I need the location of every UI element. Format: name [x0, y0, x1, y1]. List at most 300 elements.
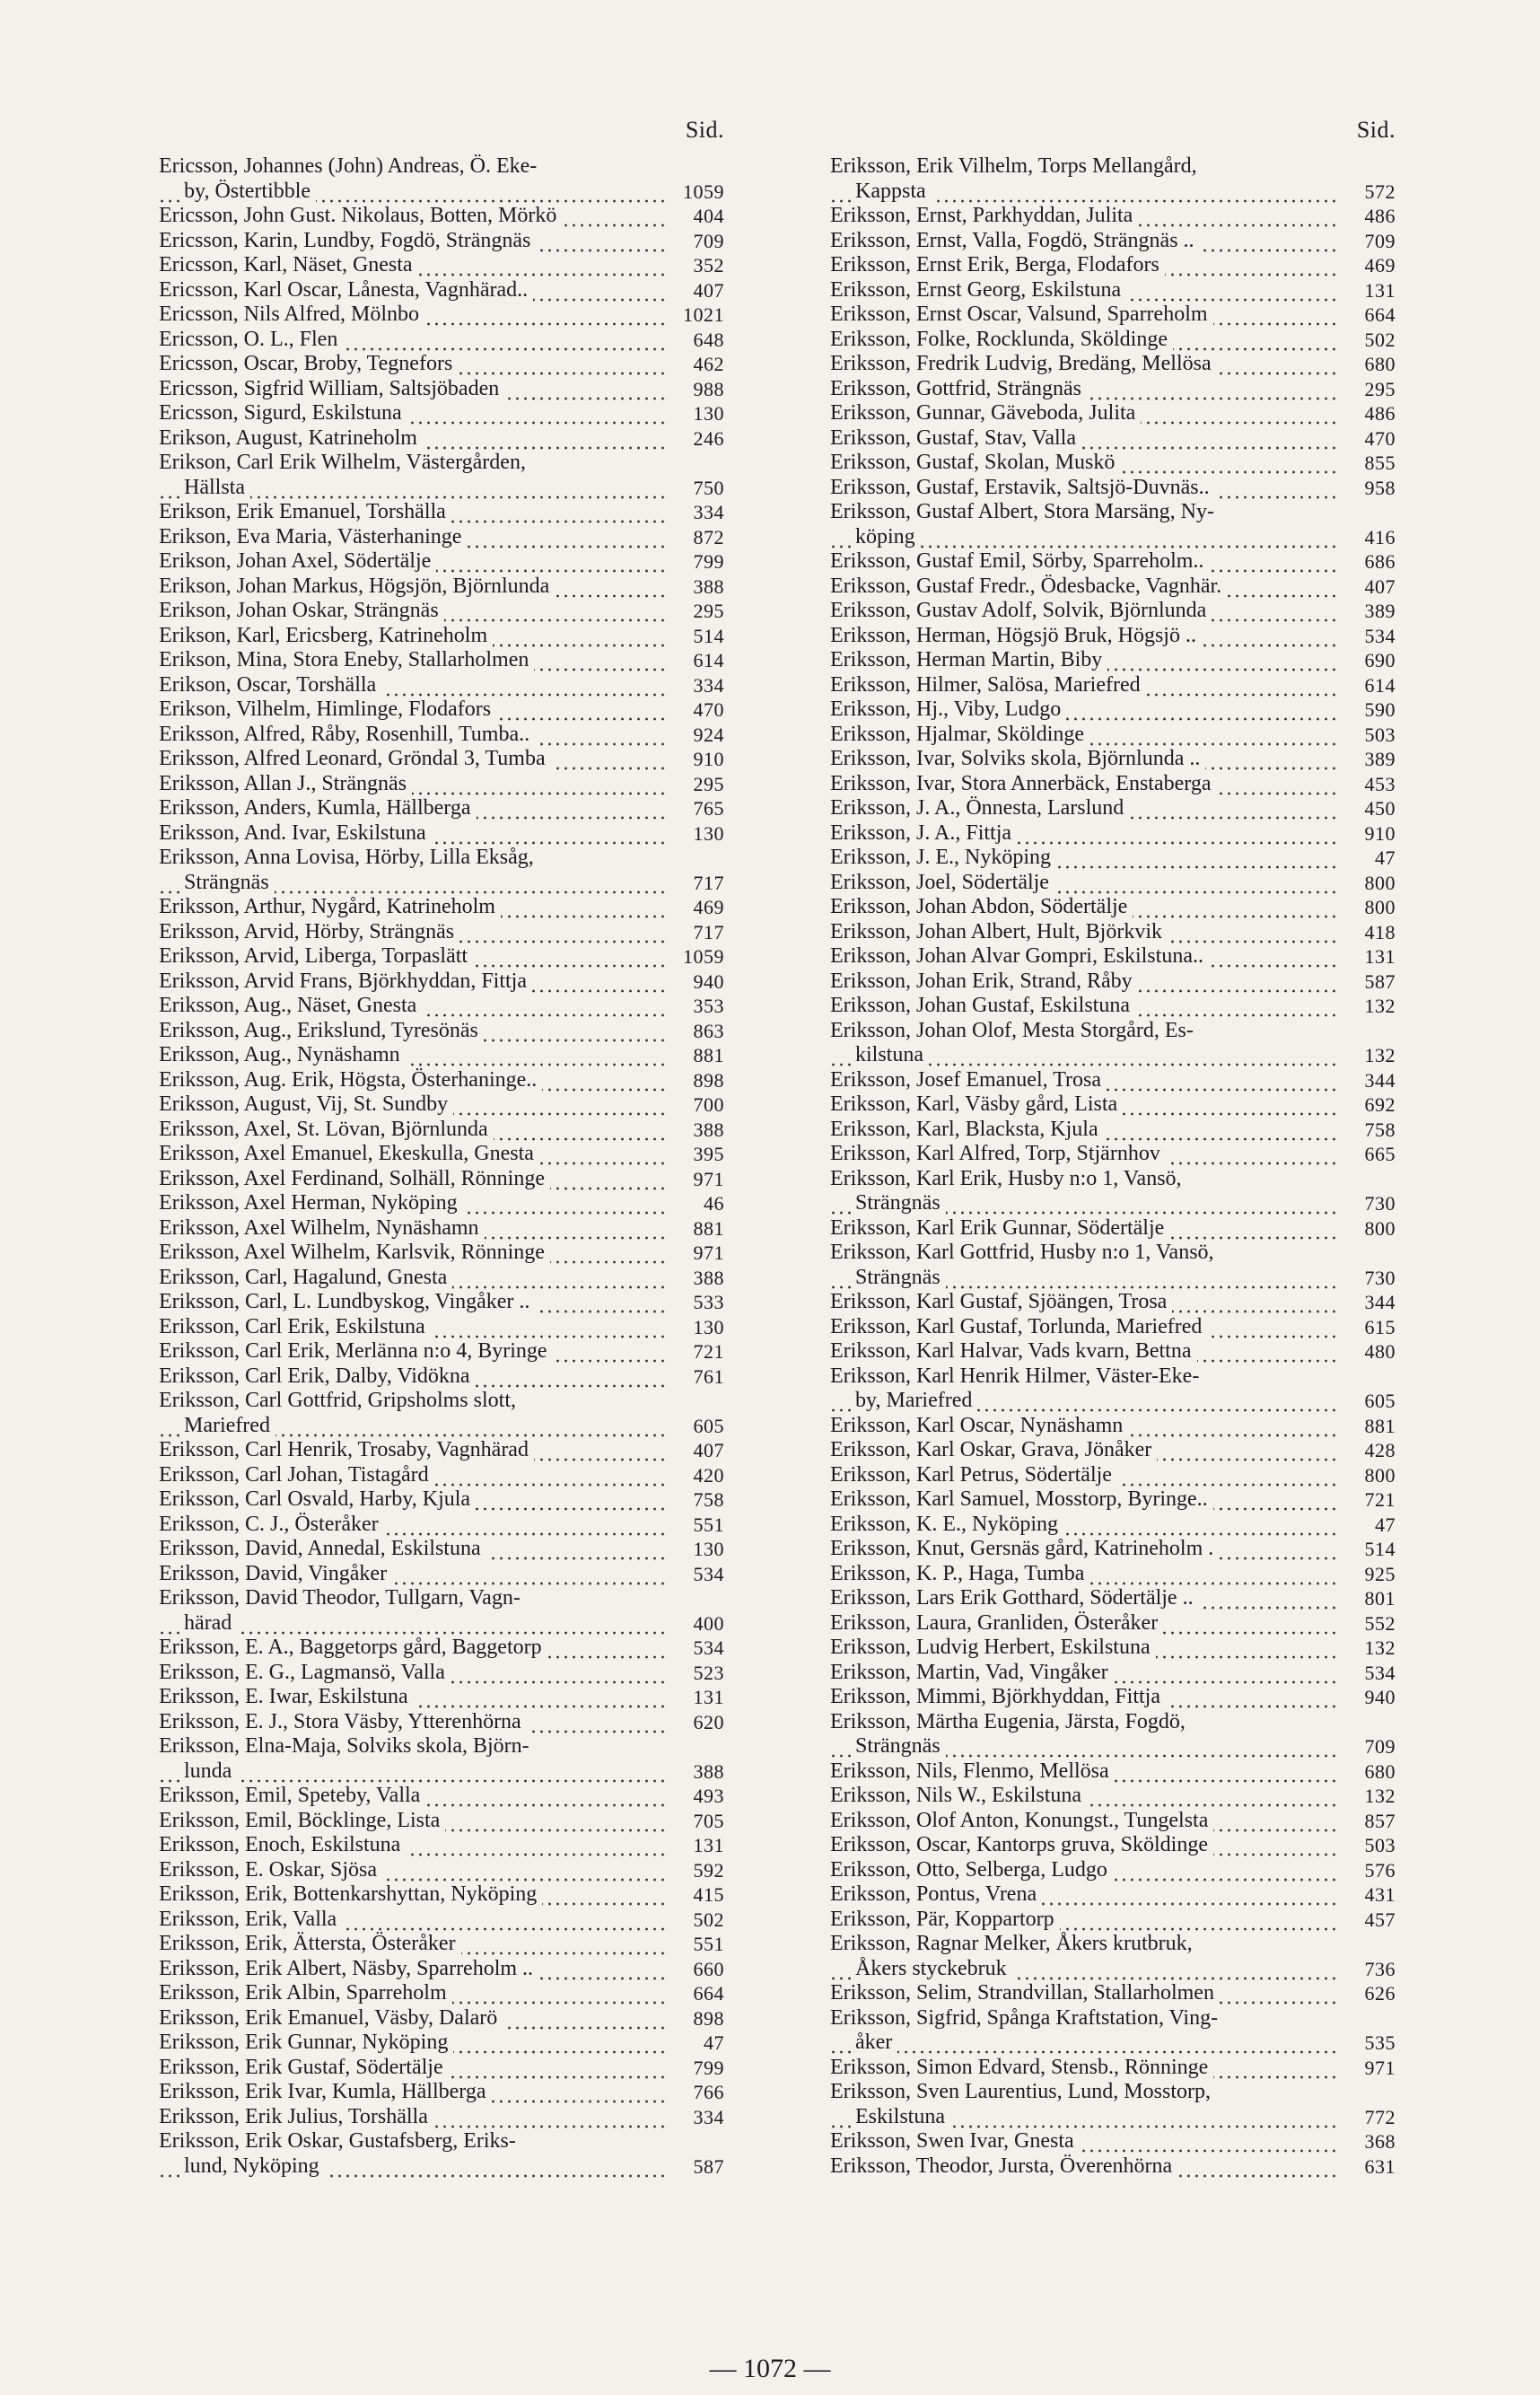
- entry-text: [159, 1438, 667, 1463]
- entry-name: Eriksson, Alfred Leonard, Gröndal 3, Tumba: [159, 747, 551, 770]
- entry-text: [159, 747, 667, 772]
- entry-continuation-text: by, Mariefred: [855, 1389, 977, 1412]
- entry-text: [830, 476, 1338, 501]
- entry-name: Eriksson, Axel Emanuel, Ekeskulla, Gnesta: [159, 1142, 539, 1165]
- entry-page-ref: 132: [1364, 1044, 1396, 1066]
- entry-text: [830, 1513, 1338, 1538]
- directory-entry: [159, 401, 724, 426]
- entry-text: [830, 599, 1338, 624]
- left-column: [159, 117, 724, 2179]
- entry-name: Eriksson, Ivar, Stora Annerbäck, Enstaberga: [830, 772, 1216, 795]
- entry-text: [159, 1339, 667, 1364]
- directory-entry: [830, 723, 1396, 748]
- entry-page-ref: 660: [693, 1957, 724, 1980]
- directory-entry: [159, 1389, 724, 1438]
- directory-entry: [830, 352, 1396, 377]
- entry-name: Eriksson, J. A., Önnesta, Larslund: [830, 796, 1129, 820]
- entry-page-ref: 131: [693, 1686, 724, 1708]
- entry-text: [159, 2129, 667, 2179]
- entry-text: [159, 1734, 667, 1784]
- entry-page-ref: 799: [693, 550, 724, 573]
- entry-text: [830, 1315, 1338, 1340]
- page-number: — 1072 —: [709, 2354, 831, 2383]
- directory-entry: [159, 1463, 724, 1488]
- directory-entry: [830, 500, 1396, 549]
- entry-continuation-text: köping: [855, 525, 921, 548]
- directory-entry: [159, 1734, 724, 1784]
- entry-page-ref: 664: [1364, 303, 1396, 326]
- entry-text: [159, 451, 667, 500]
- entry-text: [159, 2031, 667, 2056]
- entry-text: [159, 1043, 667, 1068]
- entry-text: [159, 229, 667, 254]
- entry-name: Eriksson, J. A., Fittja: [830, 821, 1017, 845]
- entry-text: [159, 525, 667, 550]
- entry-text: [830, 575, 1338, 600]
- entry-text: [159, 253, 667, 278]
- entry-name: Eriksson, Johan Albert, Hult, Björkvik: [830, 920, 1168, 943]
- entry-text: [159, 1191, 667, 1216]
- entry-name: Eriksson, Hj., Viby, Ludgo: [830, 697, 1066, 721]
- entry-page-ref: 863: [693, 1019, 724, 1042]
- directory-entry: [159, 1339, 724, 1364]
- entry-page-ref: 910: [693, 748, 724, 770]
- entry-continuation: [830, 2031, 1338, 2056]
- entry-page-ref: 131: [1364, 945, 1396, 968]
- entry-name: Eriksson, Allan J., Strängnäs: [159, 772, 412, 795]
- entry-name: Eriksson, K. P., Haga, Tumba: [830, 1562, 1089, 1585]
- entry-text: [159, 1981, 667, 2006]
- entry-name: Eriksson, Carl, Hagalund, Gnesta: [159, 1266, 452, 1289]
- entry-name: Eriksson, Erik Albert, Näsby, Sparreholm ..: [159, 1957, 538, 1980]
- directory-entry: [830, 2006, 1396, 2056]
- entry-text: [830, 549, 1338, 575]
- directory-entry: [159, 2006, 724, 2031]
- directory-entry: [159, 1019, 724, 1044]
- entry-page-ref: 881: [693, 1044, 724, 1066]
- directory-entry: [159, 2056, 724, 2081]
- entry-page-ref: 551: [693, 1513, 724, 1536]
- directory-entry: [830, 426, 1396, 452]
- entry-name: Eriksson, Nils W., Eskilstuna: [830, 1784, 1087, 1807]
- entry-text: [159, 944, 667, 969]
- directory-entry: [159, 1537, 724, 1562]
- entry-page-ref: 552: [1364, 1611, 1396, 1635]
- directory-entry: [830, 1487, 1396, 1513]
- directory-entry: [830, 1611, 1396, 1636]
- entry-page-ref: 765: [693, 797, 724, 820]
- entry-page-ref: 130: [693, 1315, 724, 1338]
- entry-name: Eriksson, Ludvig Herbert, Eskilstuna: [830, 1636, 1156, 1659]
- entry-page-ref: 130: [693, 821, 724, 845]
- entry-text: [159, 648, 667, 673]
- entry-name-line: Eriksson, David Theodor, Tullgarn, Vagn-: [159, 1586, 521, 1610]
- entry-page-ref: 470: [1364, 426, 1396, 450]
- entry-page-ref: 750: [693, 476, 724, 499]
- directory-entry: [830, 1636, 1396, 1661]
- directory-entry: [159, 1685, 724, 1710]
- entry-page-ref: 334: [693, 2105, 724, 2128]
- entry-name: Erikson, Johan Axel, Södertälje: [159, 549, 436, 573]
- entry-text: [159, 697, 667, 723]
- entry-text: [830, 1710, 1338, 1759]
- entry-name: Eriksson, Aug., Näset, Gnesta: [159, 994, 422, 1017]
- directory-entry: [830, 796, 1396, 821]
- entry-name: Eriksson, Hilmer, Salösa, Mariefred: [830, 673, 1146, 697]
- directory-entry: [159, 895, 724, 920]
- directory-entry: [159, 969, 724, 995]
- directory-entry: [159, 1142, 724, 1167]
- entry-name: Eriksson, Karl Alfred, Torp, Stjärnhov: [830, 1142, 1166, 1165]
- entry-name-line: Eriksson, Karl Henrik Hilmer, Väster-Eke-: [830, 1364, 1200, 1388]
- directory-entry: [159, 525, 724, 550]
- entry-text: [830, 624, 1338, 649]
- entry-page-ref: 857: [1364, 1809, 1396, 1832]
- directory-entry: [159, 1513, 724, 1538]
- directory-entry: [159, 1636, 724, 1661]
- entry-text: [830, 772, 1338, 797]
- entry-name: Eriksson, Enoch, Eskilstuna: [159, 1833, 406, 1856]
- entry-page-ref: 388: [693, 1759, 724, 1783]
- directory-entry: [830, 772, 1396, 797]
- entry-name: Eriksson, Gustaf, Skolan, Muskö: [830, 451, 1120, 474]
- entry-name: Ericsson, Sigurd, Eskilstuna: [159, 401, 407, 425]
- entry-text: [830, 2080, 1338, 2129]
- directory-entry: [159, 1784, 724, 1809]
- directory-entry: [159, 846, 724, 895]
- entry-text: [159, 1266, 667, 1291]
- entry-name: Eriksson, Erik, Ättersta, Österåker: [159, 1932, 461, 1955]
- directory-entry: [159, 796, 724, 821]
- entry-page-ref: 503: [1364, 723, 1396, 746]
- entry-continuation-text: kilstuna: [855, 1043, 929, 1066]
- entry-name: Eriksson, Axel Herman, Nyköping: [159, 1191, 463, 1215]
- directory-entry: [830, 1118, 1396, 1143]
- directory-entry: [830, 2080, 1396, 2129]
- entry-page-ref: 368: [1364, 2130, 1396, 2153]
- entry-page-ref: 988: [693, 377, 724, 400]
- entry-text: [159, 895, 667, 920]
- directory-entry: [159, 229, 724, 254]
- directory-entry: [159, 575, 724, 600]
- directory-entry: [159, 1118, 724, 1143]
- entry-name: Eriksson, Axel Wilhelm, Karlsvik, Rönninge: [159, 1241, 550, 1264]
- entry-text: [159, 994, 667, 1019]
- entry-page-ref: 523: [693, 1661, 724, 1684]
- entry-continuation: [159, 2154, 667, 2180]
- entry-text: [159, 1957, 667, 1982]
- directory-entry: [830, 1833, 1396, 1858]
- entry-text: [159, 1290, 667, 1315]
- entry-page-ref: 1021: [683, 303, 724, 326]
- directory-entry: [159, 500, 724, 525]
- directory-entry: [830, 624, 1396, 649]
- entry-name: Eriksson, Erik, Valla: [159, 1908, 342, 1931]
- entry-name: Eriksson, Pontus, Vrena: [830, 1882, 1042, 1906]
- entry-text: [830, 1833, 1338, 1858]
- entry-text: [159, 1685, 667, 1710]
- entry-text: [830, 2129, 1338, 2154]
- entry-name: Erikson, August, Katrineholm: [159, 426, 423, 450]
- entry-name: Erikson, Johan Markus, Högsjön, Björnlunda: [159, 575, 555, 598]
- entry-text: [830, 1858, 1338, 1883]
- entry-name: Eriksson, Laura, Granliden, Österåker: [830, 1611, 1163, 1635]
- entry-text: [830, 1414, 1338, 1439]
- entry-text: [830, 1882, 1338, 1908]
- entry-text: [830, 1685, 1338, 1710]
- entry-text: [159, 1784, 667, 1809]
- entry-text: [830, 821, 1338, 847]
- entry-name: Eriksson, Karl Gustaf, Sjöängen, Trosa: [830, 1290, 1172, 1313]
- entry-page-ref: 334: [693, 501, 724, 523]
- entry-name: Eriksson, Gustav Adolf, Solvik, Björnlunda: [830, 599, 1212, 622]
- entry-text: [830, 1092, 1338, 1118]
- entry-page-ref: 132: [1364, 1636, 1396, 1659]
- entry-name: Eriksson, Erik Julius, Torshälla: [159, 2105, 433, 2128]
- entry-name: Eriksson, Gustaf Fredr., Ödesbacke, Vagnhär.: [830, 575, 1227, 598]
- directory-entry: [159, 821, 724, 847]
- entry-text: [159, 1019, 667, 1044]
- directory-entry: [159, 1068, 724, 1093]
- entry-page-ref: 462: [693, 353, 724, 375]
- entry-continuation-text: by, Östertibble: [184, 180, 316, 203]
- directory-entry: [830, 575, 1396, 600]
- entry-continuation-text: Hällsta: [184, 476, 250, 499]
- entry-name: Eriksson, Johan Erik, Strand, Råby: [830, 969, 1138, 993]
- directory-entry: [830, 1710, 1396, 1759]
- directory-entry: [159, 303, 724, 328]
- entry-name: Eriksson, Erik Emanuel, Väsby, Dalarö: [159, 2006, 503, 2030]
- directory-entry: [830, 1463, 1396, 1488]
- entry-name: Eriksson, Gustaf Emil, Sörby, Sparreholm..: [830, 549, 1209, 573]
- entry-name: Eriksson, Johan Abdon, Södertälje: [830, 895, 1133, 918]
- entry-text: [159, 1118, 667, 1143]
- entry-text: [159, 1487, 667, 1513]
- entry-text: [830, 278, 1338, 303]
- entry-text: [159, 328, 667, 353]
- entry-name: Eriksson, Karl Oskar, Grava, Jönåker: [830, 1438, 1157, 1461]
- entry-name: Eriksson, Karl Samuel, Mosstorp, Byringe..: [830, 1487, 1213, 1511]
- entry-page-ref: 881: [1364, 1414, 1396, 1437]
- directory-entry: [830, 1315, 1396, 1340]
- entry-name: Eriksson, Carl Johan, Tistagård: [159, 1463, 434, 1487]
- entry-page-ref: 620: [693, 1710, 724, 1733]
- directory-entry: [830, 1167, 1396, 1216]
- entry-text: [830, 204, 1338, 229]
- entry-text: [159, 969, 667, 995]
- entry-page-ref: 388: [693, 1266, 724, 1289]
- entry-name: Eriksson, Herman, Högsjö Bruk, Högsjö ..: [830, 624, 1202, 647]
- entry-page-ref: 469: [693, 896, 724, 918]
- entry-text: [159, 1882, 667, 1908]
- entry-page-ref: 344: [1364, 1291, 1396, 1313]
- entry-name: Eriksson, Simon Edvard, Stensb., Rönninge: [830, 2056, 1213, 2079]
- entry-page-ref: 631: [1364, 2154, 1396, 2178]
- directory-entry: [159, 1216, 724, 1241]
- entry-text: [830, 1364, 1338, 1414]
- entry-text: [830, 1809, 1338, 1834]
- entry-text: [830, 1167, 1338, 1216]
- directory-entry: [159, 747, 724, 772]
- entry-text: [830, 1537, 1338, 1562]
- entry-text: [830, 1339, 1338, 1364]
- entry-page-ref: 587: [693, 2154, 724, 2178]
- entry-page-ref: 502: [1364, 328, 1396, 351]
- directory-entry: [159, 1438, 724, 1463]
- entry-name-line: Ericsson, Johannes (John) Andreas, Ö. Eke-: [159, 154, 538, 178]
- entry-name: Eriksson, Carl, L. Lundbyskog, Vingåker ..: [159, 1290, 535, 1313]
- entry-page-ref: 389: [1364, 600, 1396, 622]
- directory-entry: [159, 1043, 724, 1068]
- entry-text: [159, 624, 667, 649]
- entry-text: [830, 895, 1338, 920]
- entry-page-ref: 758: [693, 1488, 724, 1511]
- directory-entry: [830, 648, 1396, 673]
- entry-page-ref: 592: [693, 1858, 724, 1882]
- entry-page-ref: 431: [1364, 1883, 1396, 1906]
- entry-page-ref: 709: [1364, 1735, 1396, 1758]
- entry-text: [159, 1661, 667, 1686]
- directory-entry: [830, 1290, 1396, 1315]
- entry-name: Eriksson, Erik, Bottenkarshyttan, Nyköping: [159, 1882, 542, 1906]
- entry-page-ref: 334: [693, 673, 724, 697]
- entry-page-ref: 587: [1364, 969, 1396, 993]
- directory-entry: [830, 673, 1396, 698]
- directory-entry: [159, 944, 724, 969]
- entry-page-ref: 486: [1364, 205, 1396, 227]
- directory-entry: [830, 969, 1396, 995]
- entry-name: Eriksson, Fredrik Ludvig, Bredäng, Mellösa: [830, 352, 1217, 375]
- entry-name: Ericsson, Karl, Näset, Gnesta: [159, 253, 418, 276]
- entry-continuation-text: Kappsta: [855, 180, 932, 203]
- directory-entry: [159, 1562, 724, 1587]
- entry-text: [159, 2080, 667, 2105]
- directory-entry: [830, 599, 1396, 624]
- entry-page-ref: 534: [693, 1562, 724, 1585]
- entry-text: [830, 1611, 1338, 1636]
- entry-name: Erikson, Oscar, Torshälla: [159, 673, 381, 697]
- entry-text: [159, 1167, 667, 1192]
- entry-page-ref: 898: [693, 2006, 724, 2030]
- entry-name: Eriksson, Axel Ferdinand, Solhäll, Rönninge: [159, 1167, 550, 1190]
- directory-entry: [830, 1932, 1396, 1981]
- entry-text: [830, 1438, 1338, 1463]
- directory-entry: [159, 1809, 724, 1834]
- entry-page-ref: 800: [1364, 871, 1396, 894]
- directory-entry: [830, 278, 1396, 303]
- entry-name: Eriksson, Josef Emanuel, Trosa: [830, 1068, 1107, 1092]
- entry-name-line: Eriksson, Karl Gottfrid, Husby n:o 1, Vansö,: [830, 1241, 1214, 1264]
- entry-name: Eriksson, Anders, Kumla, Hällberga: [159, 796, 477, 820]
- entry-text: [830, 500, 1338, 549]
- entry-page-ref: 470: [693, 698, 724, 721]
- entry-text: [159, 500, 667, 525]
- entry-continuation-text: Eskilstuna: [855, 2105, 950, 2128]
- entry-name-line: Eriksson, Sven Laurentius, Lund, Mosstorp,: [830, 2080, 1211, 2103]
- entry-text: [830, 2006, 1338, 2056]
- directory-entry: [830, 1858, 1396, 1883]
- entry-name: Eriksson, Axel Wilhelm, Nynäshamn: [159, 1216, 485, 1240]
- entry-text: [159, 673, 667, 698]
- entry-text: [159, 1586, 667, 1636]
- entry-page-ref: 705: [693, 1809, 724, 1832]
- directory-entry: [159, 1661, 724, 1686]
- entry-page-ref: 457: [1364, 1908, 1396, 1931]
- entry-name: Eriksson, E. A., Baggetorps gård, Baggetorp: [159, 1636, 547, 1659]
- directory-entry: [159, 2031, 724, 2056]
- directory-entry: [159, 599, 724, 624]
- entry-page-ref: 480: [1364, 1340, 1396, 1363]
- entry-continuation-text: Mariefred: [184, 1414, 276, 1437]
- entry-page-ref: 295: [693, 600, 724, 622]
- entry-continuation-text: härad: [184, 1611, 237, 1635]
- entry-page-ref: 800: [1364, 1463, 1396, 1487]
- entry-text: [830, 253, 1338, 278]
- directory-entry: [159, 1487, 724, 1513]
- directory-entry: [830, 1759, 1396, 1785]
- entry-text: [830, 1487, 1338, 1513]
- directory-entry: [830, 303, 1396, 328]
- entry-name: Erikson, Mina, Stora Eneby, Stallarholmen: [159, 648, 534, 671]
- entry-page-ref: 132: [1364, 995, 1396, 1017]
- directory-entry: [830, 451, 1396, 476]
- entry-page-ref: 404: [693, 205, 724, 227]
- entry-name-line: Eriksson, Elna-Maja, Solviks skola, Björn-: [159, 1734, 529, 1758]
- directory-entry: [830, 821, 1396, 847]
- entry-page-ref: 717: [693, 920, 724, 943]
- entry-page-ref: 47: [1375, 1513, 1396, 1536]
- entry-name: Ericsson, Sigfrid William, Saltsjöbaden: [159, 377, 504, 400]
- directory-entry: [159, 1290, 724, 1315]
- entry-text: [830, 1142, 1338, 1167]
- entry-page-ref: 940: [1364, 1686, 1396, 1708]
- entry-text: [830, 944, 1338, 969]
- directory-entry: [830, 1364, 1396, 1414]
- entry-page-ref: 924: [693, 723, 724, 746]
- entry-continuation: [830, 180, 1338, 205]
- entry-text: [830, 1068, 1338, 1093]
- entry-page-ref: 690: [1364, 649, 1396, 671]
- entry-page-ref: 801: [1364, 1587, 1396, 1610]
- directory-entry: [159, 1191, 724, 1216]
- entry-text: [159, 796, 667, 821]
- entry-text: [159, 1315, 667, 1340]
- entry-page-ref: 766: [693, 2081, 724, 2103]
- entry-page-ref: 344: [1364, 1068, 1396, 1092]
- entry-text: [159, 920, 667, 945]
- entry-text: [830, 451, 1338, 476]
- entry-name: Eriksson, Erik Ivar, Kumla, Hällberga: [159, 2080, 492, 2103]
- directory-entry: [159, 1710, 724, 1735]
- entry-text: [830, 229, 1338, 254]
- entry-page-ref: 576: [1364, 1858, 1396, 1882]
- entry-text: [830, 846, 1338, 871]
- entry-text: [830, 673, 1338, 698]
- entry-page-ref: 46: [704, 1192, 724, 1215]
- entry-name: Eriksson, E. J., Stora Väsby, Ytterenhörna: [159, 1710, 527, 1733]
- entry-page-ref: 132: [1364, 1785, 1396, 1807]
- entry-text: [159, 352, 667, 377]
- directory-entry: [159, 1833, 724, 1858]
- entry-page-ref: 700: [693, 1093, 724, 1116]
- entry-text: [159, 821, 667, 847]
- entry-continuation: [830, 1043, 1338, 1068]
- directory-entry: [159, 2080, 724, 2105]
- entry-name: Eriksson, Carl Erik, Eskilstuna: [159, 1315, 431, 1338]
- entry-page-ref: 388: [693, 575, 724, 598]
- entry-continuation-text: Strängnäs: [855, 1734, 946, 1758]
- directory-entry: [830, 476, 1396, 501]
